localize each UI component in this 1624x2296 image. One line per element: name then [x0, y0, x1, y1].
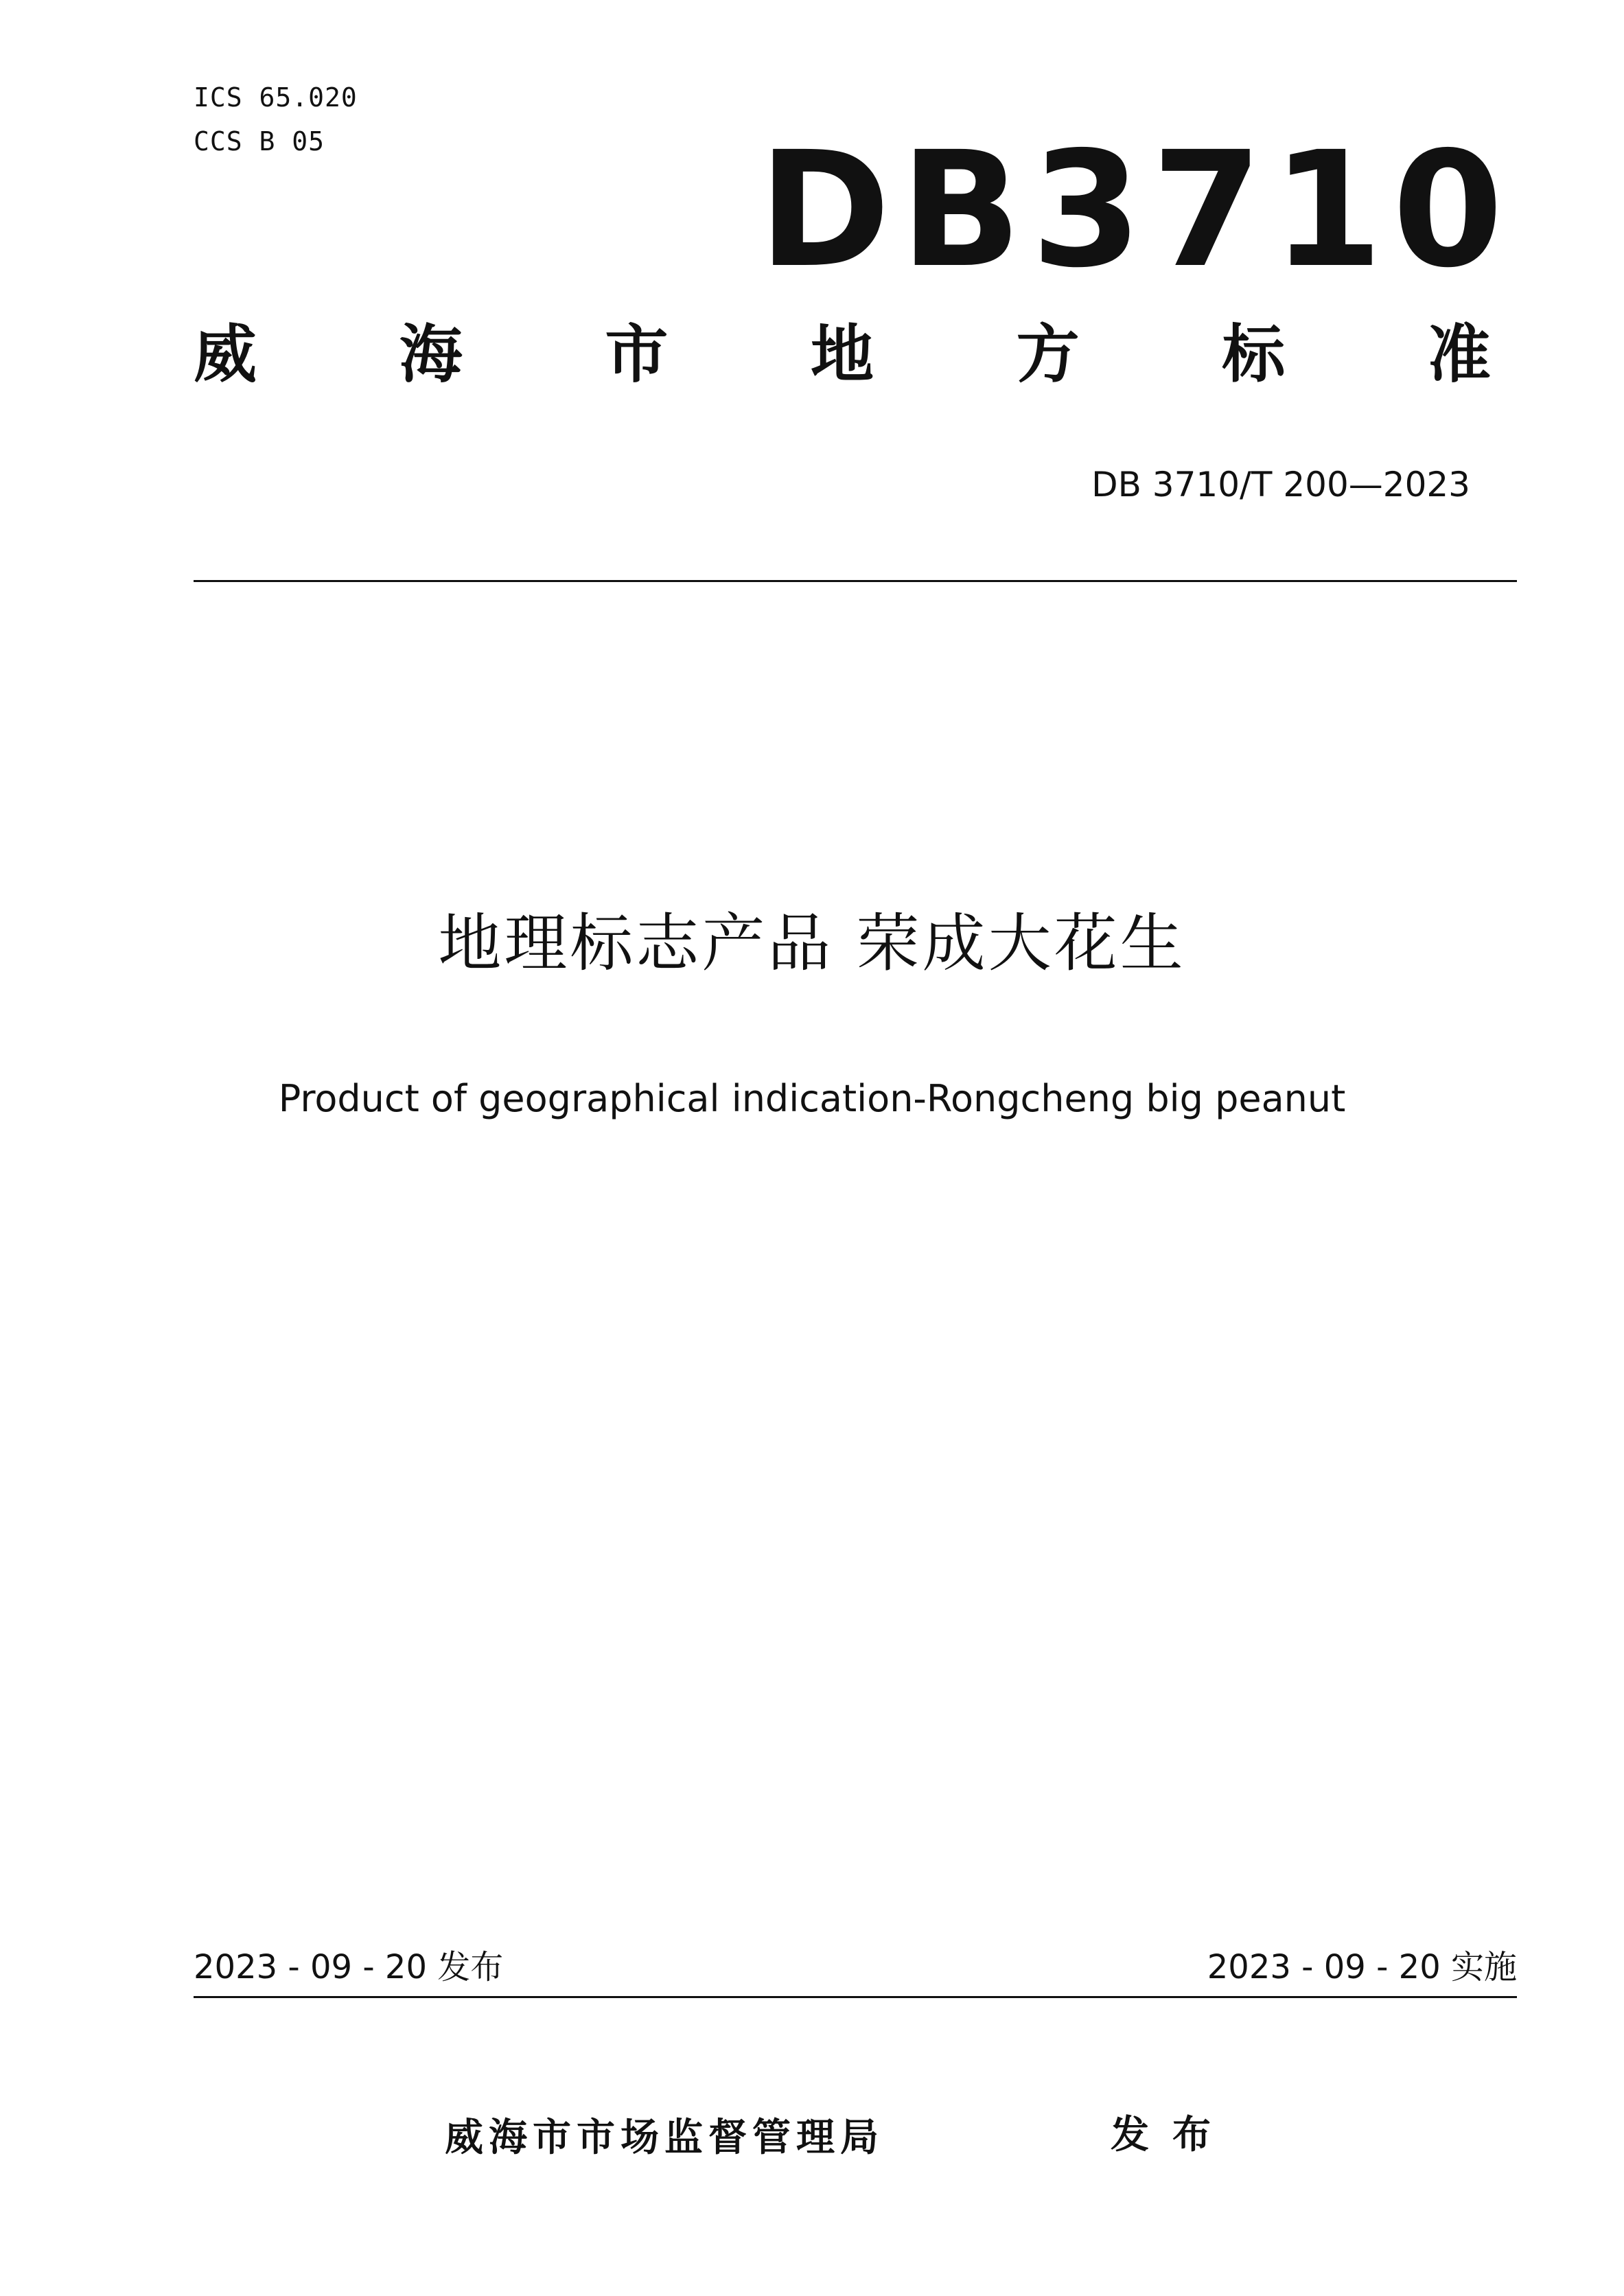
ccs-code: CCS B 05: [194, 126, 325, 156]
standard-code-logo: DB3710: [758, 117, 1513, 303]
standard-type-char: 海: [399, 318, 463, 391]
document-title-chinese: 地理标志产品 荣成大花生: [438, 907, 1186, 980]
release-date: 2023 - 09 - 20 发布: [194, 1948, 504, 1986]
standard-number: DB 3710/T 200—2023: [1091, 465, 1470, 505]
standard-type-char: 威: [194, 318, 257, 391]
issuing-authority: 威海市市场监督管理局: [445, 2115, 884, 2160]
standard-type-char: 市: [605, 318, 669, 391]
standard-type-char: 标: [1222, 318, 1286, 391]
standard-type-heading: [194, 317, 1491, 393]
bottom-divider: [194, 1996, 1517, 1998]
standard-type-char: 方: [1016, 318, 1080, 391]
date-row: [194, 1947, 1517, 1988]
implementation-date: 2023 - 09 - 20 实施: [1207, 1948, 1517, 1986]
issue-label: 发布: [1111, 2113, 1234, 2157]
top-divider: [194, 580, 1517, 582]
standard-type-char: 准: [1427, 318, 1491, 391]
standard-type-char: 地: [810, 318, 874, 391]
document-title-english: Product of geographical indication-Rongcheng big peanut: [278, 1077, 1346, 1120]
ics-code: ICS 65.020: [194, 82, 358, 113]
